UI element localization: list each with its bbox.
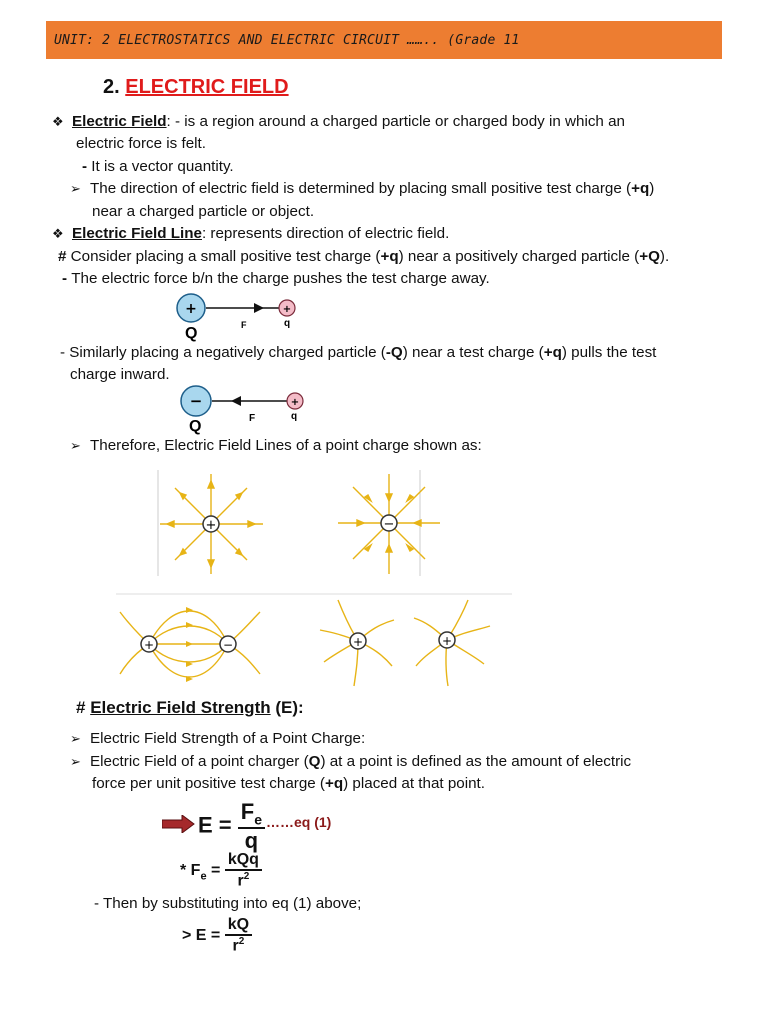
field-strength-heading	[76, 698, 304, 718]
force-arrow-icon	[254, 303, 264, 313]
field-strength-title: Electric Field Strength	[90, 698, 271, 717]
test-charge: +q	[543, 344, 562, 361]
eq1-denominator: q	[244, 828, 259, 854]
equation-1	[198, 800, 265, 853]
diamond-bullet-icon: ❖	[52, 114, 64, 129]
def-text: : - is a region around a charged particle or charged body in which an	[166, 113, 625, 130]
arrow-bullet-icon: ➢	[70, 181, 81, 196]
hash: #	[76, 698, 91, 717]
like-charge-field-lines	[320, 600, 490, 686]
therefore-text: Therefore, Electric Field Lines of a point charge shown as:	[90, 437, 482, 454]
dipole-negative-sign: −	[222, 638, 234, 652]
eq2-den-r: r	[237, 872, 244, 890]
eq3-numerator: kQ	[225, 917, 252, 936]
definition-text-3: force per unit positive test charge (	[92, 775, 325, 792]
eq1-ref: ……eq (1)	[266, 814, 332, 830]
arrow-bullet-icon: ➢	[70, 754, 81, 769]
eq1-lhs: E =	[198, 812, 232, 838]
source-label: Q	[189, 418, 202, 435]
dash: -	[82, 158, 92, 175]
pushes-text: The electric force b/n the charge pushes the test charge away.	[71, 270, 490, 287]
eq2-equals: =	[206, 862, 221, 880]
eq1-numerator	[238, 800, 265, 829]
repel-figure	[170, 290, 310, 342]
attract-figure	[175, 384, 315, 436]
force-arrow-icon	[231, 396, 241, 406]
eq2-denominator	[234, 871, 252, 890]
field-lines-single-charges	[150, 466, 440, 581]
paren: ).	[659, 248, 670, 265]
definition-text: Electric Field of a point charger (	[90, 753, 309, 770]
eq2-den-sup: 2	[243, 870, 250, 882]
line-definition-cont	[92, 774, 485, 794]
arrow-bullet-icon: ➢	[70, 438, 81, 453]
neg-charge: -Q	[385, 344, 403, 361]
line-direction-cont: near a charged particle or object.	[92, 203, 315, 220]
positive-charge-sign: +	[205, 518, 217, 533]
eq3-lhs: > E =	[182, 927, 221, 945]
charge-Q: Q	[308, 753, 321, 770]
line-inward: charge inward.	[70, 366, 170, 383]
dash: -	[62, 270, 72, 287]
unit-banner-text: UNIT: 2 ELECTROSTATICS AND ELECTRIC CIRCUIT …….. (Grade 11	[54, 32, 520, 48]
eq2-lhs: * F	[180, 862, 201, 880]
similarly-text-2: ) near a test charge (	[402, 344, 544, 361]
point-charge-text: Electric Field Strength of a Point Charge:	[90, 730, 366, 747]
eq2-numerator: kQq	[225, 852, 262, 871]
test-charge-sign: +	[282, 304, 292, 315]
eq1-num-sub: e	[254, 811, 263, 828]
line-similarly	[60, 343, 656, 363]
source-label: Q	[185, 325, 198, 342]
line-substituting: - Then by substituting into eq (1) above;	[94, 895, 362, 912]
definition-text-4: ) placed at that point.	[343, 775, 485, 792]
eq3-denominator	[229, 936, 247, 955]
line-therefore	[70, 436, 482, 456]
section-title-text: ELECTRIC FIELD	[125, 76, 289, 98]
eq3-den-sup: 2	[238, 935, 245, 947]
force-label: F	[249, 413, 256, 424]
diamond-bullet-icon: ❖	[52, 226, 64, 241]
test-charge-sign: +	[290, 397, 300, 408]
line-consider	[58, 247, 669, 267]
test-charge: +q	[380, 248, 399, 265]
source-charge: +Q	[639, 248, 660, 265]
test-label: q	[284, 318, 291, 329]
paren: )	[649, 180, 655, 197]
force-label: F	[241, 320, 247, 330]
like-positive-sign-b: +	[441, 634, 453, 648]
vector-text: It is a vector quantity.	[91, 158, 234, 175]
negative-charge-sign: −	[383, 517, 395, 532]
consider-text: Consider placing a small positive test charge (	[70, 248, 381, 265]
equation-2	[180, 852, 262, 890]
line-def-cont: electric force is felt.	[76, 135, 206, 152]
line-point-charge	[70, 729, 365, 749]
eq1-num-F: F	[240, 799, 255, 824]
positive-source-sign: +	[185, 301, 197, 317]
hash: #	[58, 248, 71, 265]
equation-3	[182, 917, 252, 955]
eq1-fraction	[238, 800, 265, 853]
test-label: q	[291, 411, 298, 422]
similarly-text: - Similarly placing a negatively charged particle (	[60, 344, 386, 361]
negative-source-sign: −	[189, 392, 203, 410]
line-pushes	[62, 269, 490, 289]
similarly-text-3: ) pulls the test	[561, 344, 657, 361]
line-field-line-def	[52, 224, 449, 244]
test-charge: +q	[631, 180, 650, 197]
like-positive-sign-a: +	[352, 635, 364, 649]
eq2-fraction	[225, 852, 262, 890]
red-arrow-icon	[162, 815, 196, 833]
term-electric-field-line: Electric Field Line	[72, 225, 202, 242]
eq3-fraction	[225, 917, 252, 955]
section-number: 2.	[103, 76, 120, 98]
eq2-sub: e	[200, 870, 207, 883]
field-line-text: : represents direction of electric field.	[201, 225, 450, 242]
definition-text-2: ) at a point is defined as the amount of electric	[320, 753, 632, 770]
line-electric-field-def	[52, 112, 625, 132]
arrow-bullet-icon: ➢	[70, 731, 81, 746]
term-electric-field: Electric Field	[72, 113, 167, 130]
unit-banner	[46, 21, 722, 59]
dipole-positive-sign: +	[143, 638, 155, 652]
line-vector	[82, 157, 234, 177]
line-direction	[70, 179, 654, 199]
field-lines-pairs	[112, 590, 517, 690]
field-strength-symbol: (E):	[270, 698, 304, 717]
line-definition	[70, 752, 631, 772]
section-title	[103, 76, 289, 99]
direction-text: The direction of electric field is determined by placing small positive test charge (	[90, 180, 632, 197]
consider-text-2: ) near a positively charged particle (	[398, 248, 640, 265]
eq3-den-r: r	[232, 937, 239, 955]
test-charge: +q	[325, 775, 344, 792]
